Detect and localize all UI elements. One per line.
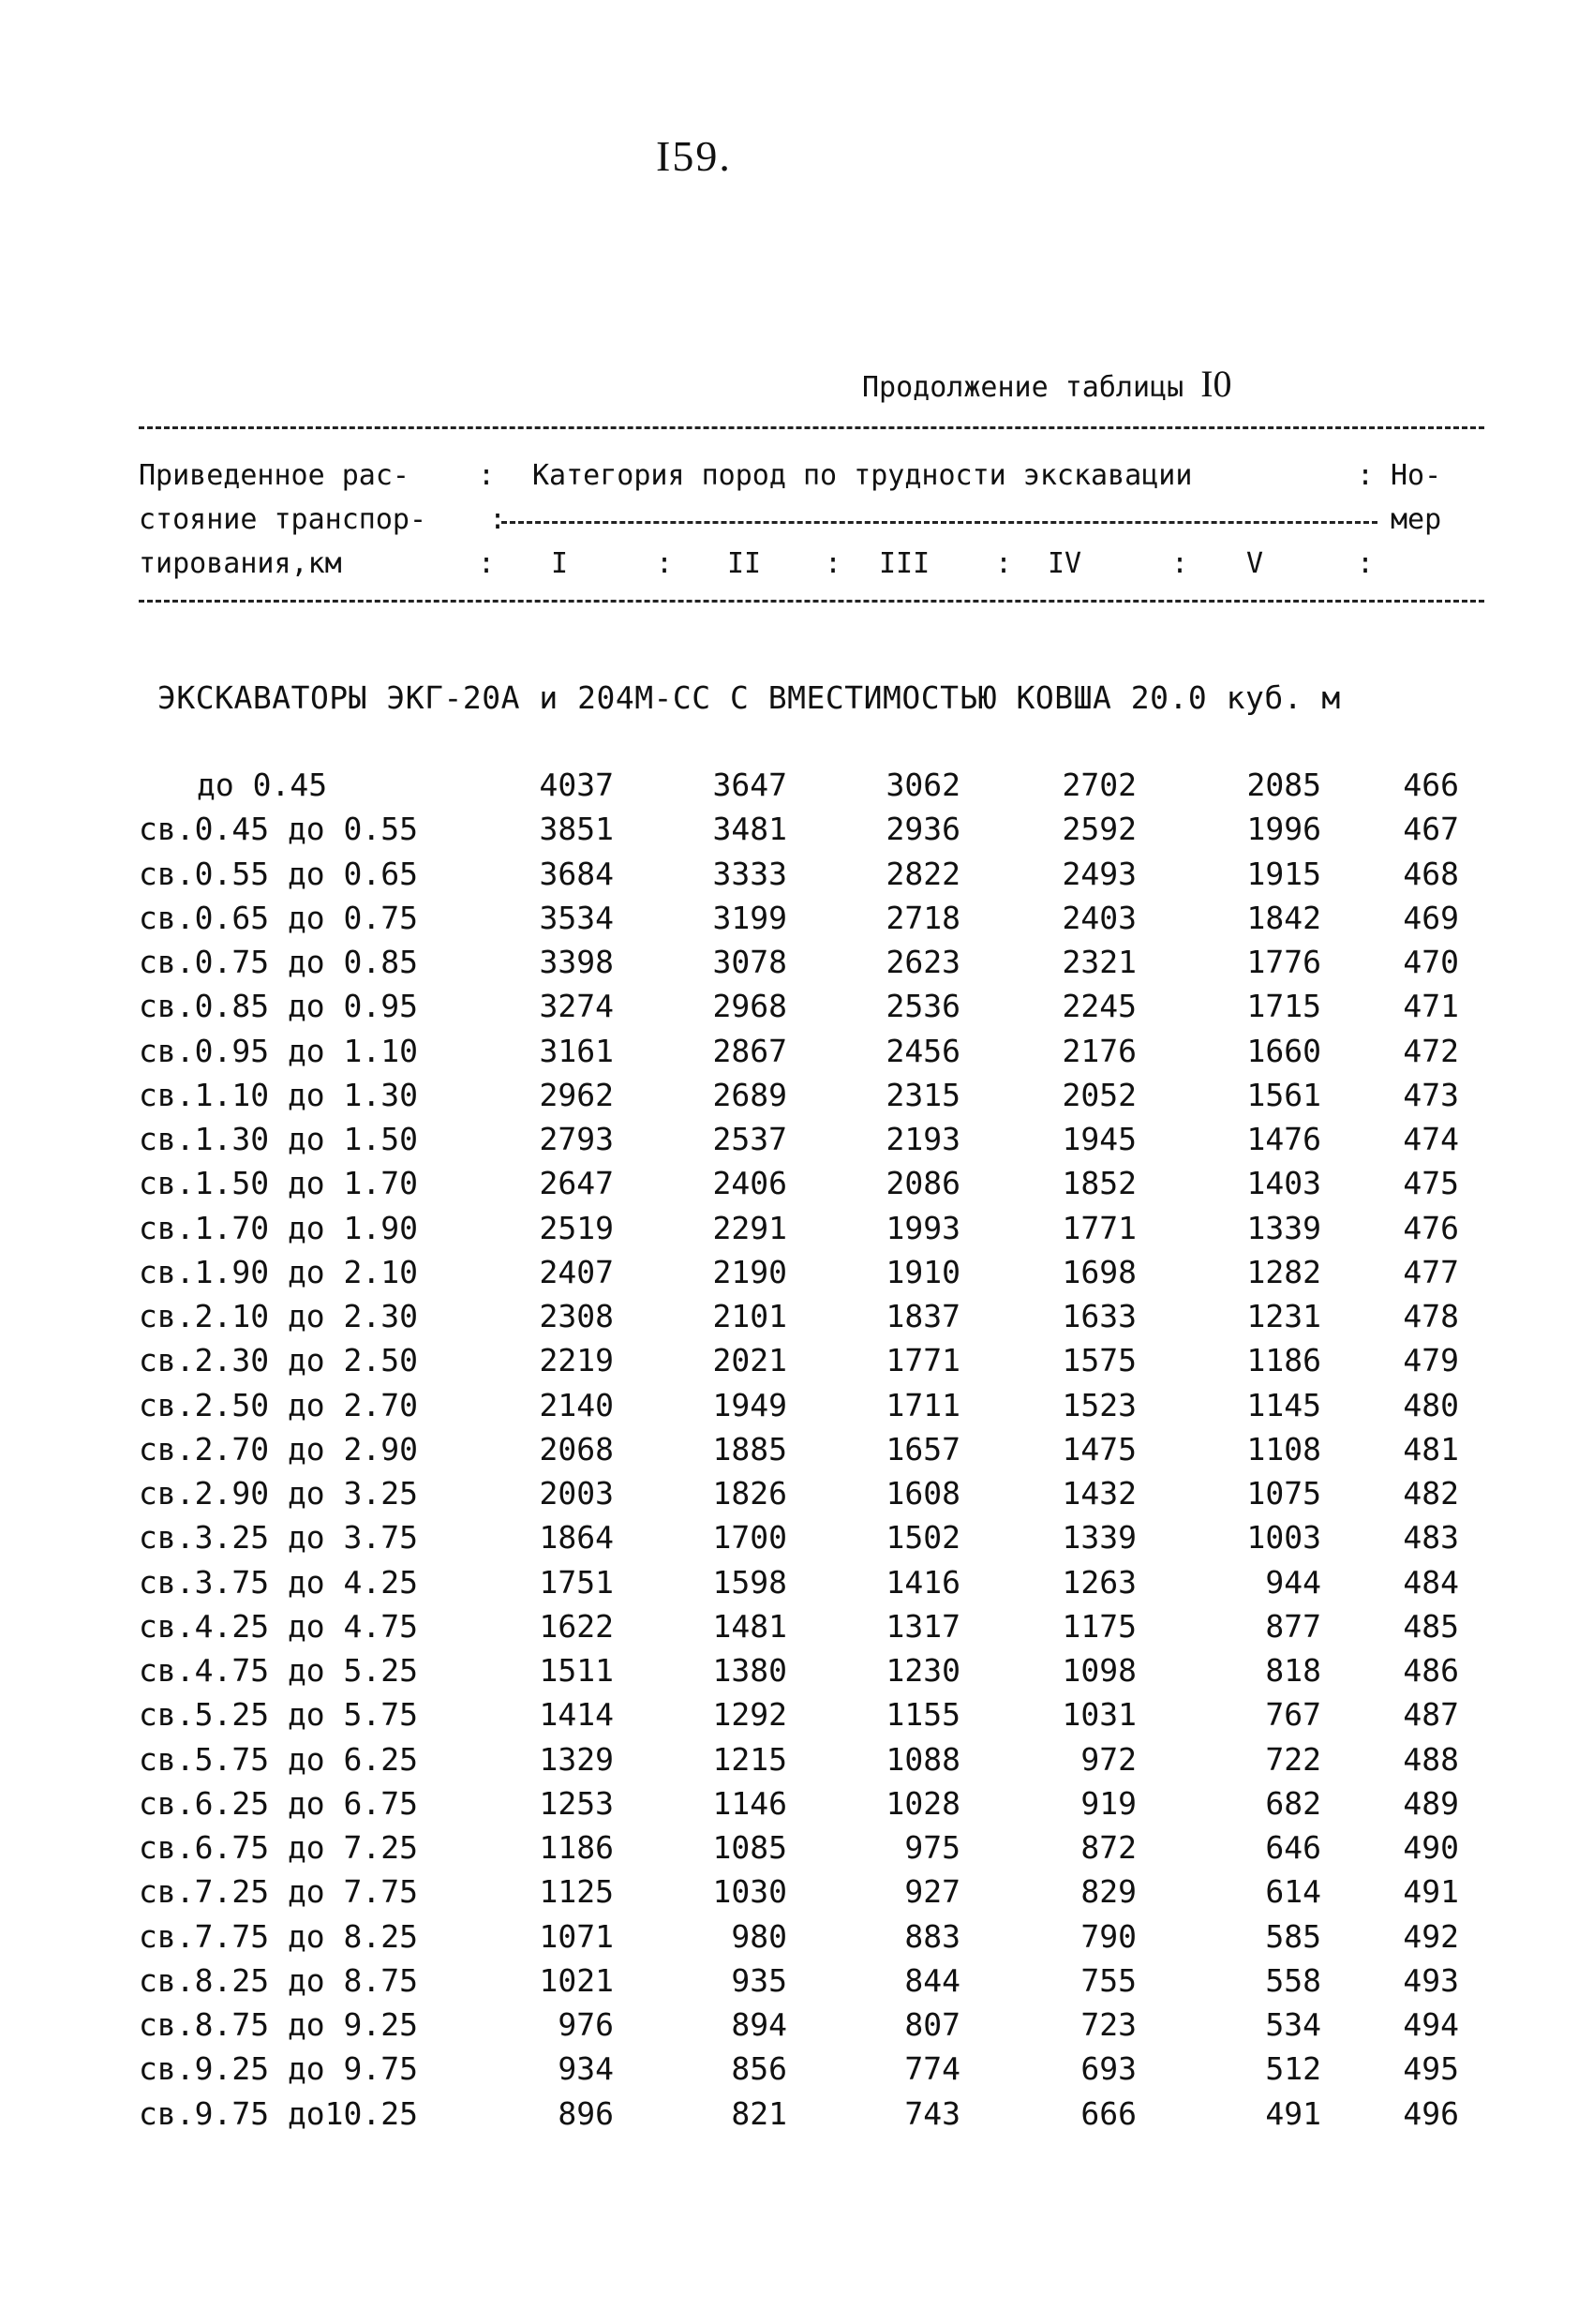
category-1-value-cell: 2647 [539, 1165, 614, 1202]
category-1-value-cell: 1414 [539, 1696, 614, 1734]
category-2-value-cell: 935 [731, 1961, 787, 1999]
table-row [0, 1741, 1593, 1785]
category-5-value-cell: 1108 [1246, 1430, 1321, 1467]
category-5-value-cell: 1660 [1246, 1032, 1321, 1069]
table-row [0, 1696, 1593, 1740]
distance-range-cell: св.5.75 до 6.25 [139, 1740, 419, 1778]
table-body [0, 767, 1593, 2139]
category-4-value-cell: 919 [1080, 1784, 1137, 1822]
category-1-value-cell: 934 [558, 2050, 614, 2088]
category-1-value-cell: 3851 [539, 811, 614, 848]
category-4-value-cell: 1633 [1062, 1298, 1137, 1334]
category-4-value-cell: 723 [1080, 2006, 1137, 2043]
table-row [0, 1121, 1593, 1165]
header-separator: : [656, 547, 674, 580]
table-row [0, 1165, 1593, 1209]
category-5-value-cell: 1003 [1246, 1519, 1321, 1557]
category-5-value-cell: 1915 [1246, 855, 1321, 892]
category-1-value-cell: 3684 [539, 855, 614, 892]
category-4-value-cell: 2052 [1062, 1076, 1137, 1113]
category-5-value-cell: 1075 [1246, 1475, 1321, 1512]
category-5-value-cell: 491 [1265, 2094, 1321, 2132]
distance-range-cell: до 0.45 [197, 767, 328, 803]
row-number-cell: 481 [1403, 1430, 1459, 1467]
category-3-value-cell: 2456 [886, 1032, 960, 1069]
category-3-value-cell: 1711 [886, 1386, 960, 1423]
distance-range-cell: св.1.90 до 2.10 [139, 1253, 419, 1290]
header-category-underline [501, 521, 1377, 524]
category-1-value-cell: 2140 [539, 1386, 614, 1423]
row-number-cell: 489 [1403, 1784, 1459, 1822]
category-5-value-cell: 722 [1265, 1740, 1321, 1778]
table-row [0, 1873, 1593, 1917]
distance-range-cell: св.8.75 до 9.25 [139, 2006, 419, 2043]
category-2-value-cell: 1700 [712, 1519, 787, 1557]
header-separator: : [1171, 547, 1189, 580]
category-5-value-cell: 1996 [1246, 811, 1321, 848]
distance-range-cell: св.3.75 до 4.25 [139, 1563, 419, 1601]
distance-range-cell: св.7.25 до 7.75 [139, 1873, 419, 1911]
distance-range-cell: св.2.70 до 2.90 [139, 1430, 419, 1467]
category-4-value-cell: 1432 [1062, 1475, 1137, 1512]
category-1-value-cell: 1253 [539, 1784, 614, 1822]
row-number-cell: 477 [1403, 1253, 1459, 1290]
category-3-value-cell: 2315 [886, 1076, 960, 1113]
distance-range-cell: св.6.25 до 6.75 [139, 1784, 419, 1822]
header-separator: : [478, 459, 496, 492]
table-row [0, 900, 1593, 944]
table-number: I0 [1200, 363, 1232, 405]
category-5-value-cell: 1776 [1246, 944, 1321, 980]
distance-range-cell: св.4.25 до 4.75 [139, 1607, 419, 1645]
category-5-value-cell: 877 [1265, 1607, 1321, 1645]
table-row [0, 811, 1593, 855]
category-4-value-cell: 790 [1080, 1917, 1137, 1955]
category-5-value-cell: 1145 [1246, 1386, 1321, 1423]
category-1-value-cell: 2962 [539, 1076, 614, 1113]
category-3-value-cell: 2822 [886, 855, 960, 892]
distance-range-cell: св.0.55 до 0.65 [139, 855, 419, 892]
category-2-value-cell: 2021 [712, 1342, 787, 1379]
distance-range-cell: св.0.95 до 1.10 [139, 1032, 419, 1069]
row-number-cell: 486 [1403, 1652, 1459, 1689]
category-4-value-cell: 693 [1080, 2050, 1137, 2088]
category-2-value-cell: 1030 [712, 1873, 787, 1911]
category-2-value-cell: 3333 [712, 855, 787, 892]
category-3-value-cell: 1837 [886, 1298, 960, 1334]
category-5-value-cell: 558 [1265, 1961, 1321, 1999]
category-1-value-cell: 2003 [539, 1475, 614, 1512]
row-number-cell: 480 [1403, 1386, 1459, 1423]
category-5-value-cell: 818 [1265, 1652, 1321, 1689]
table-row [0, 856, 1593, 900]
category-1-value-cell: 2519 [539, 1209, 614, 1246]
category-2-value-cell: 1215 [712, 1740, 787, 1778]
category-5-value-cell: 512 [1265, 2050, 1321, 2088]
table-row [0, 1431, 1593, 1475]
header-separator: : [995, 547, 1013, 580]
category-1-value-cell: 1329 [539, 1740, 614, 1778]
category-4-value-cell: 2245 [1062, 988, 1137, 1025]
table-row [0, 1652, 1593, 1696]
category-5-value-cell: 614 [1265, 1873, 1321, 1911]
table-row [0, 1918, 1593, 1962]
distance-range-cell: св.0.75 до 0.85 [139, 944, 419, 980]
category-5-value-cell: 1476 [1246, 1121, 1321, 1157]
category-3-value-cell: 2936 [886, 811, 960, 848]
category-4-value-cell: 2702 [1062, 767, 1137, 803]
category-3-value-cell: 1155 [886, 1696, 960, 1734]
category-4-value-cell: 1031 [1062, 1696, 1137, 1734]
category-2-value-cell: 3647 [712, 767, 787, 803]
category-5-value-cell: 767 [1265, 1696, 1321, 1734]
category-3-value-cell: 1088 [886, 1740, 960, 1778]
category-4-value-cell: 1263 [1062, 1563, 1137, 1601]
page-number: I59. [656, 132, 732, 180]
row-number-cell: 493 [1403, 1961, 1459, 1999]
row-number-cell: 467 [1403, 811, 1459, 848]
category-3-value-cell: 1657 [886, 1430, 960, 1467]
category-5-value-cell: 585 [1265, 1917, 1321, 1955]
table-row [0, 1077, 1593, 1121]
row-number-cell: 479 [1403, 1342, 1459, 1379]
category-3-value-cell: 2623 [886, 944, 960, 980]
category-4-value-cell: 1852 [1062, 1165, 1137, 1202]
table-row [0, 1475, 1593, 1519]
distance-range-cell: св.2.50 до 2.70 [139, 1386, 419, 1423]
category-3-value-cell: 927 [904, 1873, 960, 1911]
category-5-value-cell: 1403 [1246, 1165, 1321, 1202]
category-4-value-cell: 2176 [1062, 1032, 1137, 1069]
category-1-value-cell: 1751 [539, 1563, 614, 1601]
distance-range-cell: св.0.45 до 0.55 [139, 811, 419, 848]
row-number-cell: 492 [1403, 1917, 1459, 1955]
category-5-value-cell: 534 [1265, 2006, 1321, 2043]
category-3-value-cell: 1416 [886, 1563, 960, 1601]
header-category-V: V [1246, 547, 1264, 580]
category-2-value-cell: 2406 [712, 1165, 787, 1202]
distance-range-cell: св.0.65 до 0.75 [139, 899, 419, 936]
category-2-value-cell: 3481 [712, 811, 787, 848]
table-row [0, 1210, 1593, 1254]
category-1-value-cell: 3534 [539, 899, 614, 936]
row-number-cell: 495 [1403, 2050, 1459, 2088]
header-separator: : [1357, 459, 1375, 492]
category-3-value-cell: 774 [904, 2050, 960, 2088]
table-row [0, 1254, 1593, 1298]
category-5-value-cell: 682 [1265, 1784, 1321, 1822]
category-2-value-cell: 1085 [712, 1829, 787, 1866]
row-number-cell: 494 [1403, 2006, 1459, 2043]
row-number-cell: 483 [1403, 1519, 1459, 1557]
table-row [0, 1387, 1593, 1431]
distance-range-cell: св.1.30 до 1.50 [139, 1121, 419, 1157]
category-2-value-cell: 1146 [712, 1784, 787, 1822]
distance-range-cell: св.1.10 до 1.30 [139, 1076, 419, 1113]
distance-range-cell: св.7.75 до 8.25 [139, 1917, 419, 1955]
category-2-value-cell: 980 [731, 1917, 787, 1955]
category-1-value-cell: 4037 [539, 767, 614, 803]
category-1-value-cell: 3274 [539, 988, 614, 1025]
category-2-value-cell: 2291 [712, 1209, 787, 1246]
category-2-value-cell: 1885 [712, 1430, 787, 1467]
category-5-value-cell: 1282 [1246, 1253, 1321, 1290]
header-category-III: III [879, 547, 930, 580]
category-4-value-cell: 2403 [1062, 899, 1137, 936]
table-row [0, 767, 1593, 811]
category-3-value-cell: 743 [904, 2094, 960, 2132]
category-1-value-cell: 2068 [539, 1430, 614, 1467]
table-row [0, 1785, 1593, 1829]
category-5-value-cell: 1231 [1246, 1298, 1321, 1334]
row-number-cell: 473 [1403, 1076, 1459, 1113]
table-row [0, 2050, 1593, 2094]
category-2-value-cell: 3078 [712, 944, 787, 980]
distance-range-cell: св.8.25 до 8.75 [139, 1961, 419, 1999]
continuation-text: Продолжение таблицы [862, 371, 1184, 404]
category-2-value-cell: 1598 [712, 1563, 787, 1601]
row-number-cell: 484 [1403, 1563, 1459, 1601]
category-4-value-cell: 2493 [1062, 855, 1137, 892]
row-number-cell: 471 [1403, 988, 1459, 1025]
category-2-value-cell: 2101 [712, 1298, 787, 1334]
row-number-cell: 470 [1403, 944, 1459, 980]
table-row [0, 1829, 1593, 1873]
header-number-line2: мер [1391, 503, 1442, 536]
row-number-cell: 488 [1403, 1740, 1459, 1778]
category-3-value-cell: 1028 [886, 1784, 960, 1822]
table-row [0, 1962, 1593, 2006]
header-separator: : [489, 503, 507, 536]
row-number-cell: 476 [1403, 1209, 1459, 1246]
category-2-value-cell: 2689 [712, 1076, 787, 1113]
category-5-value-cell: 2085 [1246, 767, 1321, 803]
distance-range-cell: св.4.75 до 5.25 [139, 1652, 419, 1689]
distance-range-cell: св.1.50 до 1.70 [139, 1165, 419, 1202]
category-4-value-cell: 1945 [1062, 1121, 1137, 1157]
distance-range-cell: св.2.10 до 2.30 [139, 1298, 419, 1334]
category-3-value-cell: 2193 [886, 1121, 960, 1157]
category-5-value-cell: 1186 [1246, 1342, 1321, 1379]
category-5-value-cell: 1842 [1246, 899, 1321, 936]
category-1-value-cell: 1021 [539, 1961, 614, 1999]
category-5-value-cell: 944 [1265, 1563, 1321, 1601]
category-1-value-cell: 976 [558, 2006, 614, 2043]
category-3-value-cell: 883 [904, 1917, 960, 1955]
table-row [0, 1608, 1593, 1652]
category-4-value-cell: 872 [1080, 1829, 1137, 1866]
distance-range-cell: св.5.25 до 5.75 [139, 1696, 419, 1734]
category-5-value-cell: 646 [1265, 1829, 1321, 1866]
category-3-value-cell: 975 [904, 1829, 960, 1866]
header-category-IV: IV [1048, 547, 1082, 580]
category-1-value-cell: 1864 [539, 1519, 614, 1557]
row-number-cell: 475 [1403, 1165, 1459, 1202]
category-1-value-cell: 1622 [539, 1607, 614, 1645]
category-3-value-cell: 1910 [886, 1253, 960, 1290]
row-number-cell: 496 [1403, 2094, 1459, 2132]
category-4-value-cell: 1098 [1062, 1652, 1137, 1689]
category-1-value-cell: 3398 [539, 944, 614, 980]
distance-range-cell: св.1.70 до 1.90 [139, 1209, 419, 1246]
distance-range-cell: св.9.75 до10.25 [139, 2094, 419, 2132]
category-2-value-cell: 1826 [712, 1475, 787, 1512]
distance-range-cell: св.2.90 до 3.25 [139, 1475, 419, 1512]
category-2-value-cell: 1481 [712, 1607, 787, 1645]
category-1-value-cell: 896 [558, 2094, 614, 2132]
category-4-value-cell: 1698 [1062, 1253, 1137, 1290]
category-3-value-cell: 1317 [886, 1607, 960, 1645]
row-number-cell: 474 [1403, 1121, 1459, 1157]
category-4-value-cell: 1475 [1062, 1430, 1137, 1467]
category-4-value-cell: 829 [1080, 1873, 1137, 1911]
category-3-value-cell: 2718 [886, 899, 960, 936]
category-4-value-cell: 2321 [1062, 944, 1137, 980]
header-separator: : [825, 547, 842, 580]
category-3-value-cell: 1230 [886, 1652, 960, 1689]
row-number-cell: 466 [1403, 767, 1459, 803]
distance-range-cell: св.0.85 до 0.95 [139, 988, 419, 1025]
category-2-value-cell: 2190 [712, 1253, 787, 1290]
category-4-value-cell: 2592 [1062, 811, 1137, 848]
header-distance-line3: тирования,км [139, 547, 342, 580]
row-number-cell: 487 [1403, 1696, 1459, 1734]
table-top-rule [139, 426, 1484, 429]
table-row [0, 1298, 1593, 1342]
table-header-bottom-rule [139, 600, 1484, 603]
category-1-value-cell: 2793 [539, 1121, 614, 1157]
distance-range-cell: св.2.30 до 2.50 [139, 1342, 419, 1379]
category-2-value-cell: 2968 [712, 988, 787, 1025]
category-4-value-cell: 972 [1080, 1740, 1137, 1778]
category-5-value-cell: 1339 [1246, 1209, 1321, 1246]
category-4-value-cell: 1339 [1062, 1519, 1137, 1557]
category-5-value-cell: 1715 [1246, 988, 1321, 1025]
category-1-value-cell: 2308 [539, 1298, 614, 1334]
row-number-cell: 482 [1403, 1475, 1459, 1512]
category-1-value-cell: 2219 [539, 1342, 614, 1379]
category-3-value-cell: 2086 [886, 1165, 960, 1202]
category-1-value-cell: 3161 [539, 1032, 614, 1069]
row-number-cell: 478 [1403, 1298, 1459, 1334]
table-continuation-caption [862, 362, 1232, 406]
category-1-value-cell: 1511 [539, 1652, 614, 1689]
category-4-value-cell: 755 [1080, 1961, 1137, 1999]
table-row [0, 1033, 1593, 1077]
category-3-value-cell: 1608 [886, 1475, 960, 1512]
category-3-value-cell: 3062 [886, 767, 960, 803]
distance-range-cell: св.9.25 до 9.75 [139, 2050, 419, 2088]
category-2-value-cell: 1949 [712, 1386, 787, 1423]
category-2-value-cell: 821 [731, 2094, 787, 2132]
row-number-cell: 485 [1403, 1607, 1459, 1645]
header-separator: : [1357, 547, 1375, 580]
category-3-value-cell: 844 [904, 1961, 960, 1999]
category-3-value-cell: 2536 [886, 988, 960, 1025]
table-row [0, 2095, 1593, 2139]
table-row [0, 988, 1593, 1032]
table-row [0, 2006, 1593, 2050]
category-1-value-cell: 2407 [539, 1253, 614, 1290]
category-3-value-cell: 1502 [886, 1519, 960, 1557]
category-1-value-cell: 1186 [539, 1829, 614, 1866]
category-2-value-cell: 2867 [712, 1032, 787, 1069]
category-2-value-cell: 1380 [712, 1652, 787, 1689]
table-row [0, 1519, 1593, 1563]
header-distance-line2: стояние транспор- [139, 503, 427, 536]
header-category-II: II [727, 547, 762, 580]
distance-range-cell: св.6.75 до 7.25 [139, 1829, 419, 1866]
category-3-value-cell: 1993 [886, 1209, 960, 1246]
header-separator: : [478, 547, 496, 580]
table-row [0, 1342, 1593, 1386]
category-2-value-cell: 2537 [712, 1121, 787, 1157]
row-number-cell: 468 [1403, 855, 1459, 892]
table-row [0, 1564, 1593, 1608]
category-2-value-cell: 3199 [712, 899, 787, 936]
header-distance-line1: Приведенное рас- [139, 459, 409, 492]
category-5-value-cell: 1561 [1246, 1076, 1321, 1113]
section-title: ЭКСКАВАТОРЫ ЭКГ-20А и 204М-СС С ВМЕСТИМОСТЬЮ КОВША 20.0 куб. м [157, 679, 1341, 716]
category-1-value-cell: 1125 [539, 1873, 614, 1911]
category-3-value-cell: 807 [904, 2006, 960, 2043]
category-2-value-cell: 856 [731, 2050, 787, 2088]
category-3-value-cell: 1771 [886, 1342, 960, 1379]
category-4-value-cell: 1175 [1062, 1607, 1137, 1645]
row-number-cell: 490 [1403, 1829, 1459, 1866]
category-4-value-cell: 666 [1080, 2094, 1137, 2132]
row-number-cell: 472 [1403, 1032, 1459, 1069]
category-4-value-cell: 1523 [1062, 1386, 1137, 1423]
category-1-value-cell: 1071 [539, 1917, 614, 1955]
header-category-I: I [551, 547, 569, 580]
row-number-cell: 491 [1403, 1873, 1459, 1911]
row-number-cell: 469 [1403, 899, 1459, 936]
category-2-value-cell: 894 [731, 2006, 787, 2043]
header-category-title: Категория пород по трудности экскавации [532, 459, 1193, 492]
category-4-value-cell: 1771 [1062, 1209, 1137, 1246]
table-row [0, 944, 1593, 988]
distance-range-cell: св.3.25 до 3.75 [139, 1519, 419, 1557]
category-4-value-cell: 1575 [1062, 1342, 1137, 1379]
category-2-value-cell: 1292 [712, 1696, 787, 1734]
header-number-line1: Но- [1391, 459, 1442, 492]
